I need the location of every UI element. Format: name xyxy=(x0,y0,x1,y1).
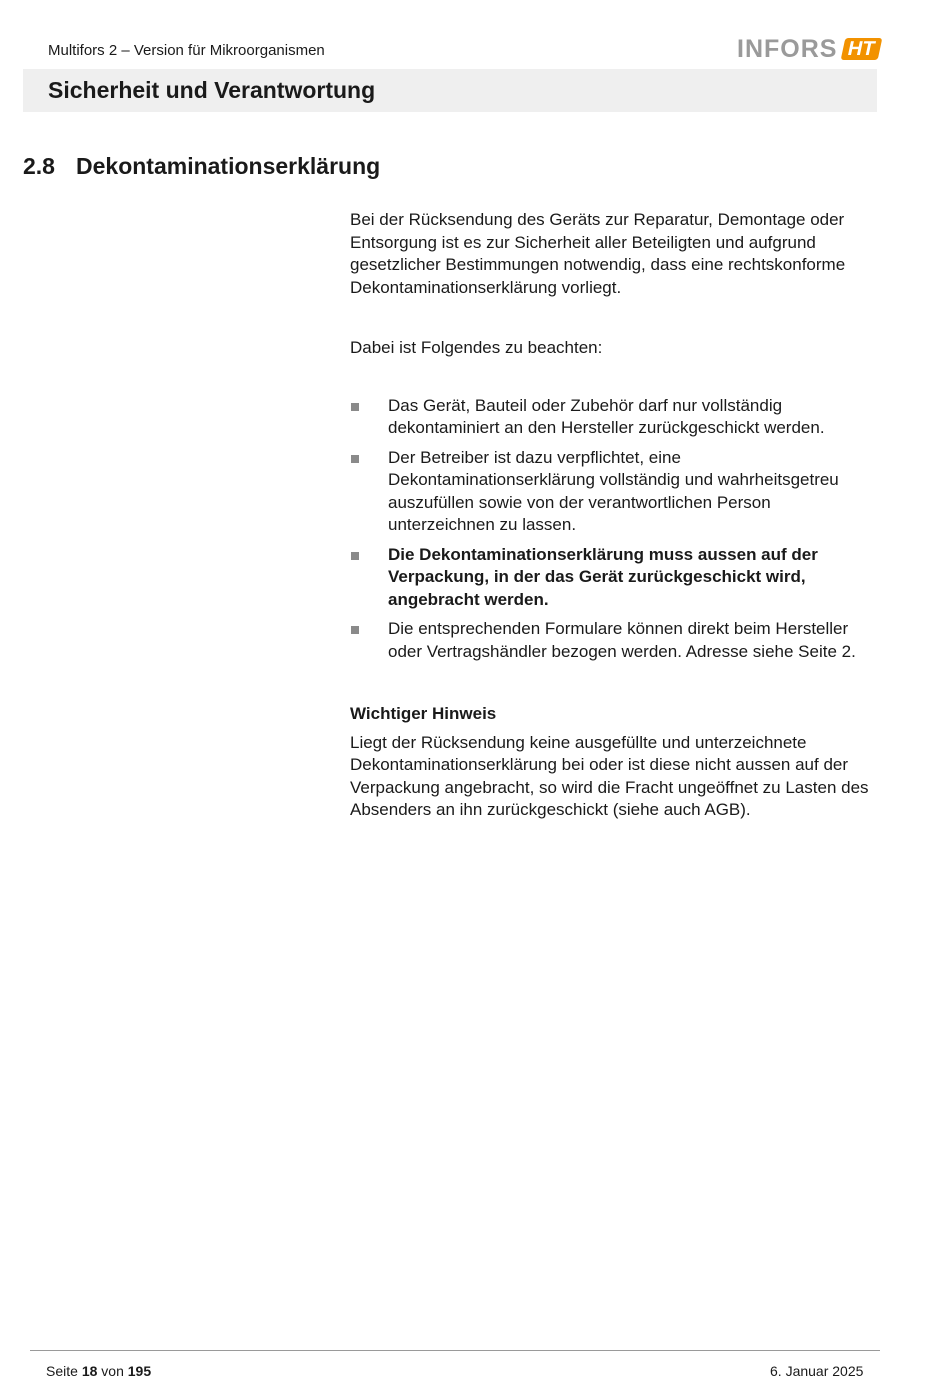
page-current: 18 xyxy=(81,1363,98,1379)
chapter-number: 2.8 xyxy=(23,153,55,179)
lead-paragraph: Dabei ist Folgendes zu beachten: xyxy=(350,338,603,357)
list-item-text: Die Dekontaminationserklärung muss aussen auf der Verpackung, in der das Gerät zurückgeschickt wird, angebracht werden. xyxy=(388,544,818,609)
square-bullet-icon xyxy=(351,552,359,560)
section-title: Sicherheit und Verantwortung xyxy=(48,77,376,103)
logo-mark: HT xyxy=(841,38,882,60)
document-date: 6. Januar 2025 xyxy=(770,1363,864,1379)
requirements-list xyxy=(350,395,880,664)
square-bullet-icon xyxy=(351,455,359,463)
main-content xyxy=(350,209,880,822)
note-title: Wichtiger Hinweis xyxy=(350,704,497,723)
page-separator: von xyxy=(101,1363,124,1379)
list-item xyxy=(350,544,880,612)
list-item xyxy=(350,618,880,663)
logo-text: INFORS xyxy=(737,35,838,63)
footer-divider xyxy=(30,1350,880,1351)
list-item xyxy=(350,395,880,440)
page-prefix: Seite xyxy=(46,1363,78,1379)
document-subtitle: Multifors 2 – Version für Mikroorganismen xyxy=(48,42,325,59)
chapter-heading xyxy=(23,153,380,180)
list-item-text: Die entsprechenden Formulare können direkt beim Hersteller oder Vertragshändler bezogen werden. Adresse siehe Seite 2. xyxy=(388,619,856,661)
list-item-text: Der Betreiber ist dazu verpflichtet, eine Dekontaminationserklärung vollständig und wahrheitsgetreu auszufüllen sowie von der verantwortlichen Person unterzeichnen zu lassen. xyxy=(388,447,839,534)
intro-paragraph: Bei der Rücksendung des Geräts zur Reparatur, Demontage oder Entsorgung ist es zur Sicherheit aller Beteiligten und aufgrund gesetzlicher Bestimmungen notwendig, dass eine rechtskonforme Dekontaminationserklärung vorliegt. xyxy=(350,210,846,297)
list-item-text: Das Gerät, Bauteil oder Zubehör darf nur vollständig dekontaminiert an den Hersteller zurückgeschickt werden. xyxy=(388,395,825,437)
square-bullet-icon xyxy=(351,626,359,634)
section-header-bar xyxy=(23,69,877,112)
infors-ht-logo xyxy=(737,35,880,63)
page-number xyxy=(46,1363,151,1379)
note-paragraph: Liegt der Rücksendung keine ausgefüllte und unterzeichnete Dekontaminationserklärung bei oder ist diese nicht aussen auf der Verpackung angebracht, so wird die Fracht ungeöffnet zu Lasten des Absenders an ihn zurückgeschickt (siehe auch AGB). xyxy=(350,732,869,819)
list-item xyxy=(350,447,880,537)
chapter-title: Dekontaminationserklärung xyxy=(76,153,381,179)
page-total: 195 xyxy=(127,1363,152,1379)
square-bullet-icon xyxy=(351,403,359,411)
